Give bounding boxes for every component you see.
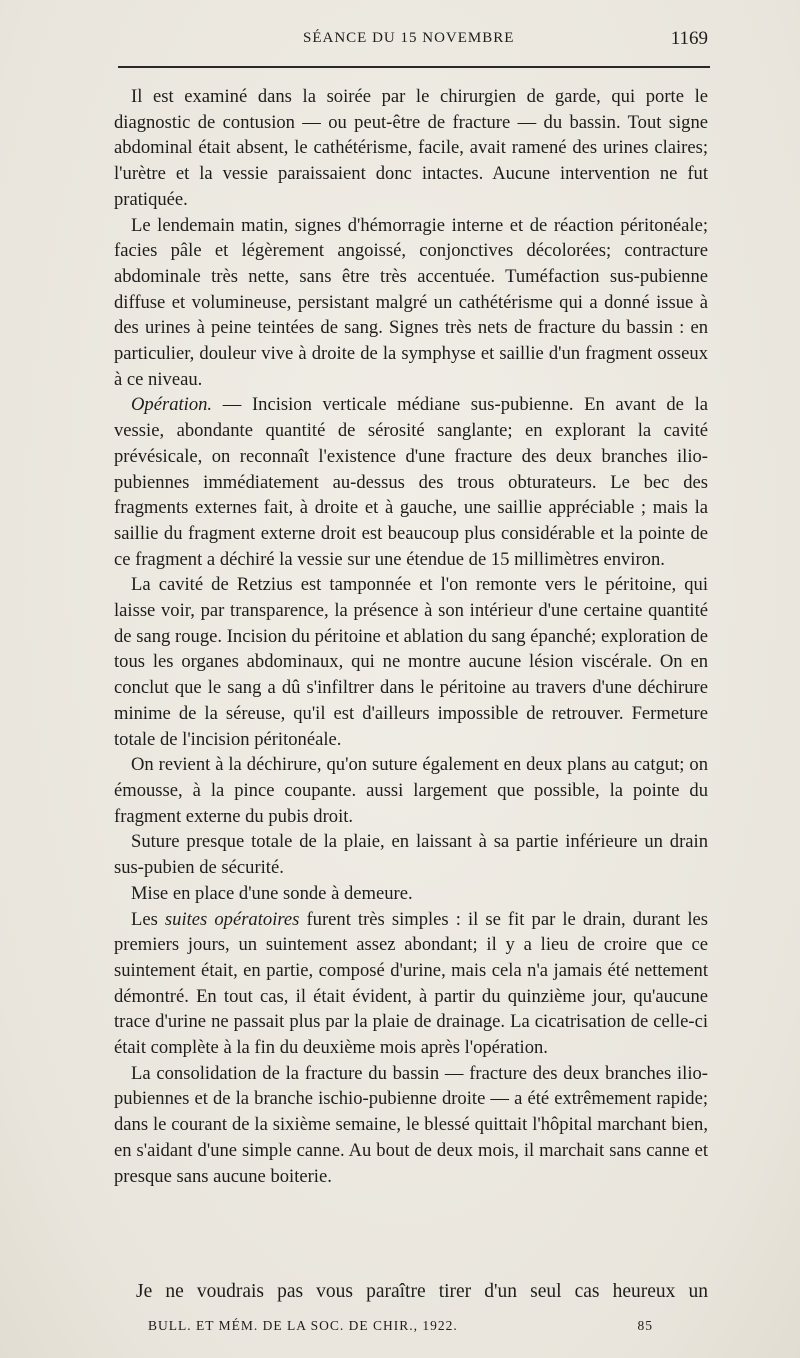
page-number: 1169: [670, 28, 708, 49]
paragraph-catheter: Mise en place d'une sonde à demeure.: [131, 882, 413, 904]
paragraph-suture-tear: On revient à la déchirure, qu'on suture également en deux plans au catgut; on émousse, à la pince coupante. aussi largement que possible, la pointe du fragment externe du pubis droit.: [114, 754, 708, 827]
running-title: SÉANCE DU 15 NOVEMBRE: [303, 30, 515, 46]
paragraph-consolidation: La consolidation de la fracture du bassin — fracture des deux branches ilio-pubiennes et de la branche ischio-pubienne droite — a été extrêmement rapide; dans le courant de la sixième semaine, le blessé quittait l'hôpital marchant bien, en s'aidant d'une simple canne. Au bout de deux mois, il marchait sans canne et presque sans aucune boiterie.: [114, 1062, 708, 1187]
postoperative-text: furent très simples : il se fit par le drain, durant les premiers jours, un suintement assez abondant; il y a lieu de croire que ce suintement était, en partie, composé d'urine, mais cela n'a jamais été nettement démontré. En tout cas, il était évident, à partir du quinzième jour, qu'aucune trace d'urine ne passait plus par la plaie de drainage. La cicatrisation de celle-ci était complète à la fin du deuxième mois après l'opération.: [114, 908, 708, 1059]
paragraph-next-morning: Le lendemain matin, signes d'hémorragie interne et de réaction péritonéale; facies pâle et légèrement angoissé, conjonctives décolorées; contracture abdominale très nette, sans être très accentuée. Tuméfaction sus-pubienne diffuse et volumineuse, persistant malgré un cathétérisme qui a donné issue à des urines à peine teintées de sang. Signes très nets de fracture du bassin : en particulier, douleur vive à droite de la symphyse et saillie d'un fragment osseux à ce niveau.: [114, 214, 708, 390]
paragraph-wound-closure: Suture presque totale de la plaie, en laissant à sa partie inférieure un drain sus-pubien de sécurité.: [114, 831, 708, 879]
footer-citation: BULL. ET MÉM. DE LA SOC. DE CHIR., 1922.: [148, 1318, 458, 1333]
running-head: [115, 28, 708, 52]
paragraph-operation: [114, 392, 708, 572]
paragraph-retzius: La cavité de Retzius est tamponnée et l'on remonte vers le péritoine, qui laisse voir, par transparence, la présence à son intérieur d'une certaine quantité de sang rouge. Incision du péritoine et ablation du sang épanché; exploration de tous les organes abdominaux, qui ne montre aucune lésion viscérale. On en conclut que le sang a dû s'infiltrer dans le péritoine au travers d'une déchirure minime de la séreuse, qu'il est d'ailleurs impossible de retrouver. Fermeture totale de l'incision péritonéale.: [114, 574, 708, 750]
footer-signature: 85: [637, 1318, 653, 1333]
postoperative-heading: suites opératoires: [164, 908, 300, 930]
operation-heading: Opération.: [131, 394, 213, 416]
paragraph-postoperative: [114, 907, 708, 1061]
header-rule: [118, 66, 710, 68]
page-footer: [148, 1318, 653, 1340]
paragraph-admission: Il est examiné dans la soirée par le chirurgien de garde, qui porte le diagnostic de contusion — ou peut-être de fracture — du bassin. Tout signe abdominal était absent, le cathétérisme, facile, avait ramené des urines claires; l'urètre et la vessie paraissaient donc intactes. Aucune intervention ne fut pratiquée.: [114, 86, 708, 210]
postoperative-lead: Les: [131, 908, 165, 930]
continuation-line: Je ne voudrais pas vous paraître tirer d'un seul cas heureux un: [136, 1281, 708, 1302]
operation-text: — Incision verticale médiane sus-pubienne. En avant de la vessie, abondante quantité de sérosité sanglante; en explorant la cavité prévésicale, on reconnaît l'existence d'une fracture des deux branches ilio-pubiennes immédiatement au-dessus des trous obturateurs. Le bec des fragments externes fait, à droite et à gauche, une saillie appréciable ; mais la saillie du fragment externe droit est beaucoup plus considérable et la pointe de ce fragment a déchiré la vessie sur une étendue de 15 millimètres environ.: [114, 394, 708, 570]
body-text: [114, 84, 708, 1189]
